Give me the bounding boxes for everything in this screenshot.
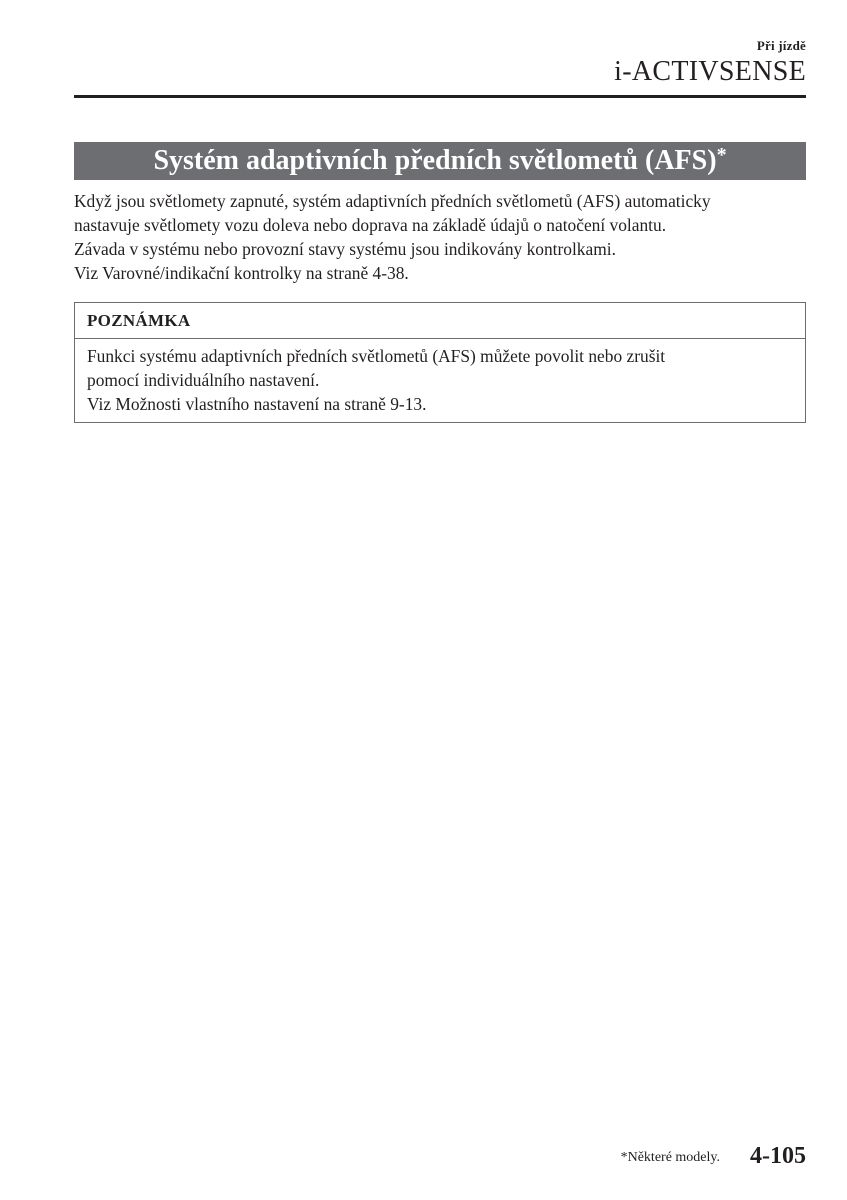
section-title-text: Systém adaptivních předních světlometů (AFS)	[153, 145, 717, 176]
body-line: nastavuje světlomety vozu doleva nebo doprava na základě údajů o natočení volantu.	[74, 215, 667, 235]
note-line: Funkci systému adaptivních předních světlometů (AFS) můžete povolit nebo zrušit	[87, 346, 666, 366]
note-body	[75, 339, 805, 422]
page-number: 4-105	[750, 1143, 806, 1169]
chapter-label: Při jízdě	[756, 38, 806, 53]
note-line: Viz Možnosti vlastního nastavení na straně 9-13.	[87, 394, 427, 414]
note-heading: POZNÁMKA	[75, 303, 805, 339]
title-asterisk: *	[716, 144, 727, 166]
body-text	[74, 189, 814, 285]
body-line: Viz Varovné/indikační kontrolky na straně 4-38.	[74, 263, 409, 283]
note-box	[74, 302, 806, 423]
body-line: Závada v systému nebo provozní stavy systému jsou indikovány kontrolkami.	[74, 239, 616, 259]
section-heading: i-ACTIVSENSE	[614, 56, 806, 87]
footnote: *Některé modely.	[620, 1150, 720, 1165]
header-rule	[74, 95, 806, 98]
body-line: Když jsou světlomety zapnuté, systém adaptivních předních světlometů (AFS) automaticky	[74, 191, 711, 211]
note-line: pomocí individuálního nastavení.	[87, 370, 320, 390]
section-title	[74, 142, 806, 180]
